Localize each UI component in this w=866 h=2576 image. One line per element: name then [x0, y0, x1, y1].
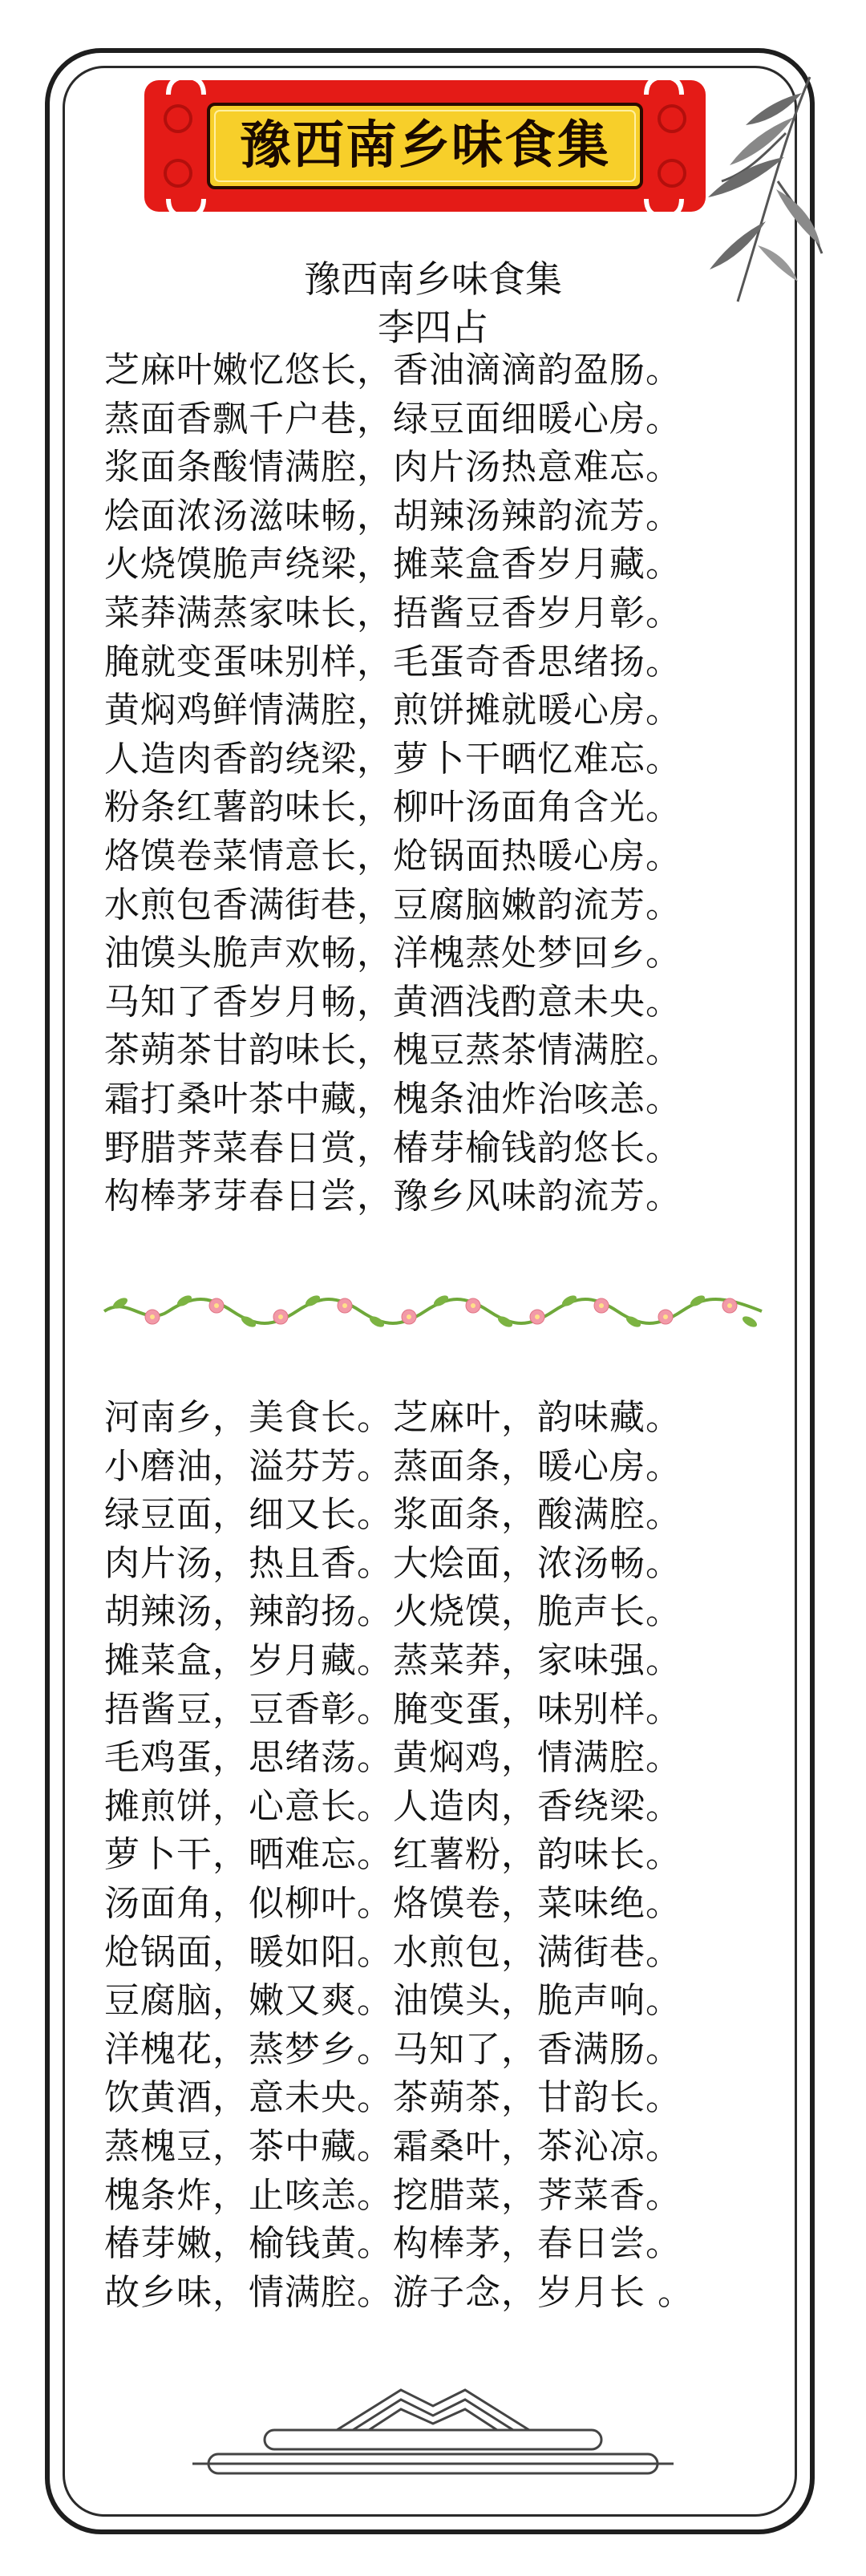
verse-line: 蒸槐豆，茶中藏。霜桑叶，茶沁凉。: [104, 2125, 682, 2167]
verse-line: 饮黄酒，意未央。茶蒴茶，甘韵长。: [104, 2077, 682, 2119]
poem-line: 水煎包香满街巷，豆腐脑嫩韵流芳。: [104, 884, 682, 925]
verse-line: 绿豆面，细又长。浆面条，酸满腔。: [104, 1494, 682, 1536]
poem-line: 构棒茅芽春日尝，豫乡风味韵流芳。: [104, 1176, 682, 1217]
poem-title: 豫西南乡味食集: [304, 257, 562, 301]
poem-line: 茶蒴茶甘韵味长，槐豆蒸茶情满腔。: [104, 1030, 682, 1071]
title-banner: [120, 71, 730, 223]
verse-line: 汤面角，似柳叶。烙馍卷，菜味绝。: [104, 1882, 682, 1924]
poem-line: 浆面条酸情满腔，肉片汤热意难忘。: [104, 447, 682, 488]
poem-line: 烩面浓汤滋味畅，胡辣汤辣韵流芳。: [104, 495, 682, 537]
verse-line: 豆腐脑，嫩又爽。油馍头，脆声响。: [104, 1980, 682, 2022]
verse-line: 槐条炸，止咳恙。挖腊菜，荠菜香。: [104, 2174, 682, 2216]
poem-line: 芝麻叶嫩忆悠长，香油滴滴韵盈肠。: [104, 350, 682, 391]
poem-line: 蒸面香飘千户巷，绿豆面细暖心房。: [104, 398, 682, 439]
verse-line: 摊煎饼，心意长。人造肉，香绕梁。: [104, 1785, 682, 1827]
verse-line: 洋槐花，蒸梦乡。马知了，香满肠。: [104, 2028, 682, 2070]
verse-line: 摊菜盒，岁月藏。蒸菜莽，家味强。: [104, 1639, 682, 1681]
verse-line: 捂酱豆，豆香彰。腌变蛋，味别样。: [104, 1688, 682, 1730]
vine-flower-divider-icon: [96, 1283, 770, 1339]
poem-line: 菜莽满蒸家味长，捂酱豆香岁月彰。: [104, 592, 682, 634]
verse-line: 小磨油，溢芬芳。蒸面条，暖心房。: [104, 1445, 682, 1487]
poem-line: 腌就变蛋味别样，毛蛋奇香思绪扬。: [104, 641, 682, 682]
poem-line: 粉条红薯韵味长，柳叶汤面角含光。: [104, 787, 682, 828]
poem-author: 李四占: [378, 306, 488, 349]
verse-line: 毛鸡蛋，思绪荡。黄焖鸡，情满腔。: [104, 1737, 682, 1779]
verse-line: 肉片汤，热且香。大烩面，浓汤畅。: [104, 1542, 682, 1584]
banner-title: 豫西南乡味食集: [240, 116, 610, 176]
verse-line: 萝卜干，晒难忘。红薯粉，韵味长。: [104, 1834, 682, 1876]
poem-line: 人造肉香韵绕梁，萝卜干晒忆难忘。: [104, 738, 682, 780]
poem-line: 黄焖鸡鲜情满腔，煎饼摊就暖心房。: [104, 690, 682, 731]
poem-body: [104, 346, 778, 1221]
verse-line: 故乡味，情满腔。游子念，岁月长 。: [104, 2271, 694, 2313]
verse-line: 炝锅面，暖如阳。水煎包，满街巷。: [104, 1931, 682, 1973]
verse-line: 河南乡，美食长。芝麻叶，韵味藏。: [104, 1397, 682, 1438]
poem-line: 油馍头脆声欢畅，洋槐蒸处梦回乡。: [104, 933, 682, 974]
poem-line: 火烧馍脆声绕梁，摊菜盒香岁月藏。: [104, 544, 682, 585]
poem-line: 野腊荠菜春日赏，椿芽榆钱韵悠长。: [104, 1127, 682, 1169]
mountain-base-ornament-icon: [192, 2374, 674, 2486]
verse-line: 椿芽嫩，榆钱黄。构棒茅，春日尝。: [104, 2223, 682, 2265]
poem-line: 马知了香岁月畅，黄酒浅酌意未央。: [104, 981, 682, 1023]
verse-body: [104, 1394, 778, 2317]
poem-line: 烙馍卷菜情意长，炝锅面热暖心房。: [104, 835, 682, 877]
verse-line: 胡辣汤，辣韵扬。火烧馍，脆声长。: [104, 1591, 682, 1633]
poem-line: 霜打桑叶茶中藏，槐条油炸治咳恙。: [104, 1078, 682, 1120]
